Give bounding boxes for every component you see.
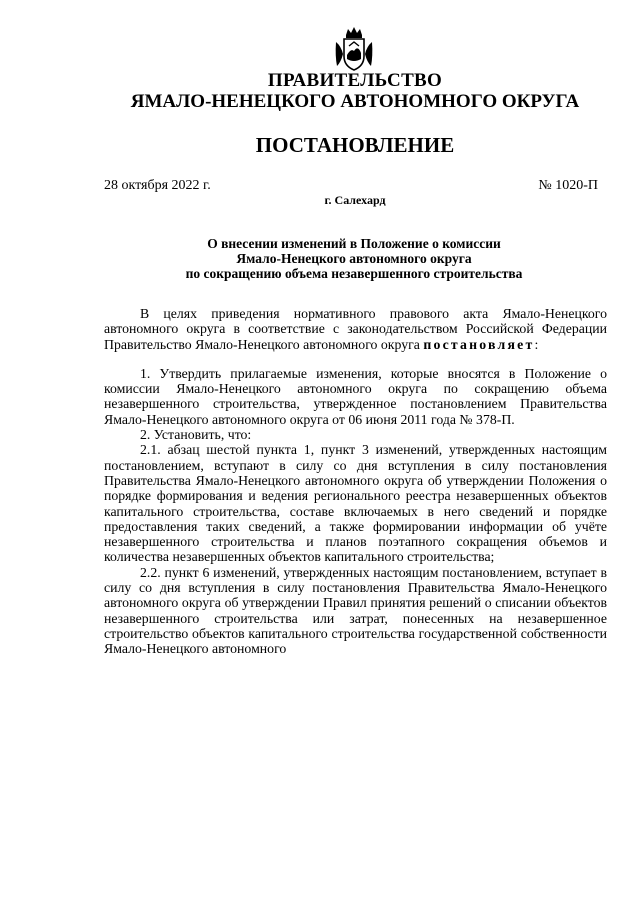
item-2-2-paragraph: 2.2. пункт 6 изменений, утвержденных настоящим постановлением, вступает в силу со дня вступления в силу постановления Правительства Ямало-Ненецкого автономного округа об утверждении Правил принятия решений о списании объектов незавершенного строительства или затрат, понесенных на незавершенное строительство объектов капитального строительства государственной собственности Ямало-Ненецкого автономного — [104, 564, 607, 657]
document-type: ПОСТАНОВЛЕНИЕ — [255, 133, 455, 157]
document-city: г. Салехард — [324, 193, 386, 207]
region-title: ЯМАЛО-НЕНЕЦКОГО АВТОНОМНОГО ОКРУГА — [130, 91, 580, 112]
item-1-paragraph: 1. Утвердить прилагаемые изменения, которые вносятся в Положение о комиссии Ямало-Ненецкого автономного округа по сокращению объема незавершенного строительства, утвержденное постановлением Правительства Ямало-Ненецкого автономного округа от 06 июня 2011 года № 378-П. — [104, 365, 607, 427]
title-line: по сокращению объема незавершенного строительства — [185, 266, 523, 281]
preamble-text: В целях приведения нормативного правового акта Ямало-Ненецкого автономного округа в соответствие с законодательством Российской Федерации Правительство Ямало-Ненецкого автономного округа — [104, 306, 607, 352]
item-2-1-paragraph: 2.1. абзац шестой пункта 1, пункт 3 изменений, утвержденных настоящим постановлением, вступают в силу со дня вступления в силу постановления Правительства Ямало-Ненецкого автономного округа об утверждении Положения о порядке формирования и ведения регионального реестра незавершенных объектов капитального строительства, составе включаемых в него сведений и порядке предоставления таких сведений, а также формировании информации об учёте незавершенного строительства и планов поэтапного сокращения объемов и количества незавершенных объектов капитального строительства; — [104, 442, 607, 565]
government-title: ПРАВИТЕЛЬСТВО — [267, 70, 443, 91]
item-2-paragraph: 2. Установить, что: — [140, 427, 252, 443]
coat-of-arms-icon — [333, 26, 375, 72]
resolves-keyword: постановляет — [423, 336, 535, 352]
preamble-end: : — [534, 336, 539, 352]
document-body — [104, 306, 607, 657]
title-line: Ямало-Ненецкого автономного округа — [236, 251, 472, 266]
document-date: 28 октября 2022 г. — [104, 178, 211, 193]
document-number: № 1020-П — [538, 178, 598, 193]
title-line: О внесении изменений в Положение о комиссии — [207, 236, 501, 251]
document-title — [104, 236, 604, 281]
preamble-paragraph — [104, 306, 607, 352]
